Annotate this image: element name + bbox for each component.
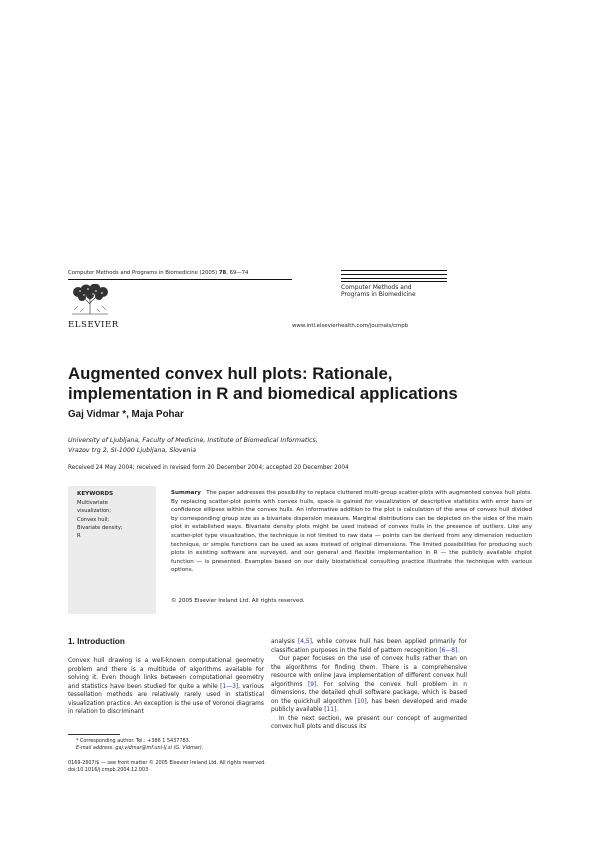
article-title: Augmented convex hull plots: Rationale, implementation in R and biomedical applications [68, 364, 458, 403]
body-text: . [336, 707, 339, 714]
footnote [76, 738, 203, 753]
journal-url-link[interactable]: www.intl.elsevierhealth.com/journals/cmpb [292, 323, 409, 329]
body-text: , while convex hull has been applied primarily for classification purposes in the field of pattern recognition [271, 639, 467, 654]
body-text: , various tessellation methods are relatively rarely used in statistical visualization practice. An exception is the use of Voronoi diagrams in relation to discriminant [68, 683, 264, 716]
received-dates: Received 24 May 2004; received in revised form 20 December 2004; accepted 20 December 2004 [68, 465, 349, 471]
header-rule-right-2 [341, 274, 447, 275]
citation-link[interactable]: [6—8] [439, 647, 458, 654]
header-rule-right-3 [341, 278, 447, 279]
elsevier-tree-logo [68, 284, 112, 316]
keyword-item: Convex hull; [77, 516, 110, 523]
keyword-item: Multivariate [77, 500, 108, 506]
body-column-right [271, 638, 467, 732]
journal-citation-line [68, 270, 248, 276]
affiliation-line-2: Vrazov trg 2, SI-1000 Ljubljana, Slovenia [68, 446, 197, 454]
header-rule-left [68, 279, 292, 280]
body-text: , has been developed and made publicly available [271, 698, 467, 714]
body-text: . [457, 647, 460, 654]
affiliation-line-1: University of Ljubljana, Faculty of Medicine, Institute of Biomedical Informatics, [68, 437, 318, 444]
citation-link[interactable]: [1—3] [220, 683, 239, 690]
footnote-line-2: E-mail address: gaj.vidmar@mf.uni-lj.si (G. Vidmar). [76, 745, 204, 752]
footnote-line-1: * Corresponding author. Tel.: +386 1 5437783. [76, 738, 191, 744]
citation-link[interactable]: [9] [307, 681, 317, 688]
citation-link[interactable]: [4,5] [297, 639, 312, 645]
author-affiliation [68, 436, 318, 455]
paragraph [68, 657, 264, 717]
journal-brand-line-1: Computer Methods and [341, 284, 412, 291]
elsevier-wordmark: ELSEVIER [68, 320, 119, 330]
journal-pages: , 69—74 [226, 270, 249, 276]
journal-volume: 78 [218, 270, 227, 276]
keyword-item: visualization; [77, 508, 112, 515]
keyword-item: R [77, 533, 81, 540]
header-rule-right-1 [341, 270, 447, 271]
doi-line: doi:10.1016/j.cmpb.2004.12.003 [68, 767, 149, 774]
header-rule-right-4 [341, 281, 447, 282]
body-text: Our paper focuses on the use of convex hulls rather than on the algorithms for finding them. There is a comprehensive resource with online Java implementation of different convex hull algorithms [271, 656, 467, 688]
citation-link[interactable]: [10] [354, 698, 367, 705]
issn-line: 0169-2607/$ — see front matter © 2005 Elsevier Ireland Ltd. All rights reserved. [68, 760, 266, 766]
keyword-item: Bivariate density; [77, 524, 123, 531]
keywords-list [77, 499, 123, 540]
abstract [171, 489, 532, 575]
journal-brand-line-2: Programs in Biomedicine [341, 291, 416, 299]
body-text: Convex hull drawing is a well-known computational geometry problem and there is a multitude of algorithms available for solving it. Even though links between computational geometry and statistics have been studied for quite a while [68, 658, 264, 690]
section-heading-introduction: 1. Introduction [68, 637, 125, 646]
body-text: . For solving the convex hull problem in n dimensions, the detailed qhull software package, which is based on the quickhull algorithm [271, 681, 467, 705]
body-text: analysis [271, 639, 298, 645]
abstract-label: Summary [171, 490, 201, 496]
paragraph [271, 655, 467, 715]
footnote-rule [68, 734, 120, 735]
paragraph: In the next section, we present our concept of augmented convex hull plots and discuss its [271, 715, 467, 731]
journal-citation-prefix: Computer Methods and Programs in Biomedicine (2005) [68, 270, 219, 276]
citation-link[interactable]: [11] [324, 707, 337, 714]
abstract-copyright: © 2005 Elsevier Ireland Ltd. All rights reserved. [171, 598, 305, 604]
front-matter-info [68, 760, 266, 775]
keywords-heading: KEYWORDS [77, 491, 114, 497]
body-column-left [68, 657, 264, 717]
article-authors: Gaj Vidmar *, Maja Pohar [68, 409, 184, 420]
abstract-text: The paper addresses the possibility to replace cluttered multi-group scatter-plots with augmented convex hull plots. By replacing scatter-plot points with convex hulls, space is gained for visualization of descriptive statistics with error bars or confidence ellipses within the convex hulls. An informative addition to the plot is calculation of the area of convex hull divided by corresponding group size as a bivariate dispersion measure. Marginal distributions can be depicted on the sides of the main plot in established ways. Bivariate density plots might be used instead of convex hulls in the presence of outliers. Like any scatter-plot type visualization, the technique is not limited to raw data — points can be derived from any dimension reduction technique, or simple functions can be used as axes instead of original dimensions. The limited possibilities for producing such plots in existing software are surveyed, and our general and flexible implementation in R — the publicly available chplot function — is presented. Examples based on our daily biostatistical consulting practice illustrate the technique with various options. [171, 490, 533, 574]
paragraph [271, 638, 467, 655]
journal-brand [341, 284, 416, 298]
